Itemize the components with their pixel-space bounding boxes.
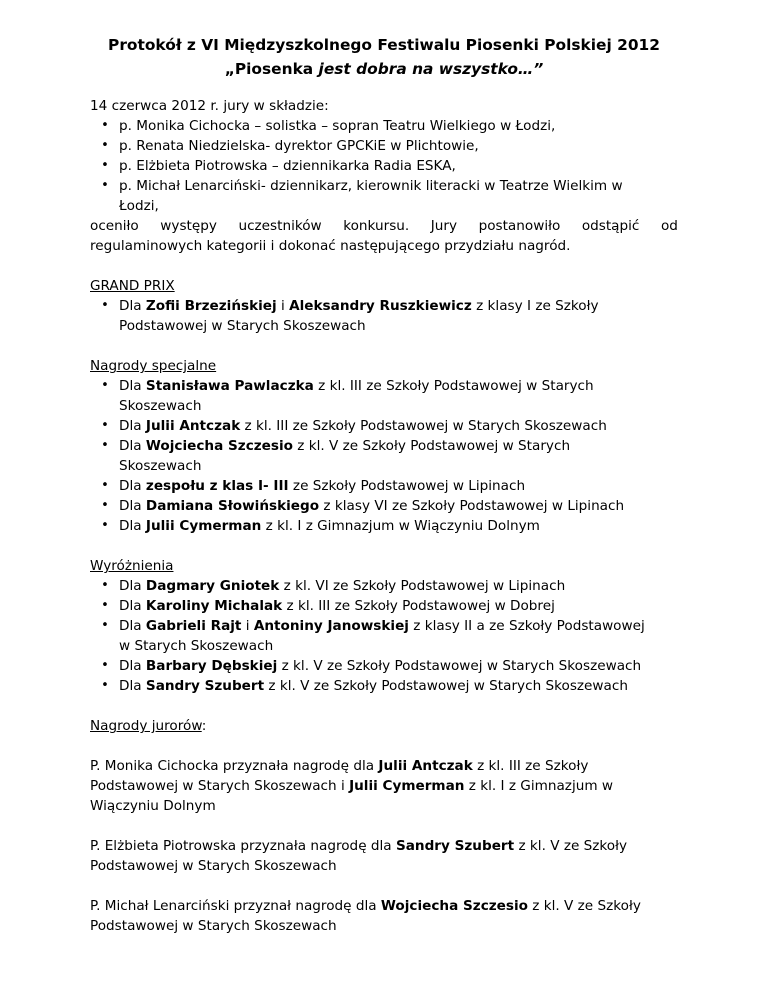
document-subtitle: „Piosenka jest dobra na wszystko…”: [224, 60, 544, 78]
distinction-item: Dla Karoliny Michalak z kl. III ze Szkoły Podstawowej w Dobrej: [119, 598, 555, 614]
juror-award-paragraph: P. Elżbieta Piotrowska przyznała nagrodę dla Sandry Szubert z kl. V ze Szkoły: [90, 838, 628, 854]
juror-award-paragraph: Podstawowej w Starych Skoszewach: [90, 918, 337, 934]
juror-award-paragraph: Wiączyniu Dolnym: [90, 798, 216, 814]
bullet: •: [101, 298, 109, 313]
grand-prix-winner: Dla Zofii Brzezińskiej i Aleksandry Ruszkiewicz z klasy I ze Szkoły: [119, 298, 599, 314]
special-awards-heading: Nagrody specjalne: [90, 358, 217, 374]
distinctions-heading: Wyróżnienia: [90, 558, 174, 574]
juror-award-paragraph: P. Monika Cichocka przyznała nagrodę dla Julii Antczak z kl. III ze Szkoły: [90, 758, 589, 774]
special-award-item: Dla Stanisława Pawlaczka z kl. III ze Szkoły Podstawowej w Starych: [119, 378, 594, 394]
juror-award-paragraph: P. Michał Lenarciński przyznał nagrodę dla Wojciecha Szczesio z kl. V ze Szkoły: [90, 898, 641, 914]
bullet: •: [101, 518, 109, 533]
bullet: •: [101, 118, 109, 133]
document-title: Protokół z VI Międzyszkolnego Festiwalu Piosenki Polskiej 2012: [108, 36, 660, 54]
juror-award-paragraph: Podstawowej w Starych Skoszewach i Julii Cymerman z kl. I z Gimnazjum w: [90, 778, 614, 794]
distinction-item-cont: w Starych Skoszewach: [119, 638, 274, 654]
bullet: •: [101, 658, 109, 673]
special-award-item: Dla Damiana Słowińskiego z klasy VI ze Szkoły Podstawowej w Lipinach: [119, 498, 625, 514]
jurors-awards-heading: Nagrody jurorów:: [90, 718, 207, 734]
distinction-item: Dla Barbary Dębskiej z kl. V ze Szkoły Podstawowej w Starych Skoszewach: [119, 658, 642, 674]
bullet: •: [101, 178, 109, 193]
intro-last-line: regulaminowych kategorii i dokonać następującego przydziału nagród.: [90, 238, 571, 254]
grand-prix-heading: GRAND PRIX: [90, 278, 175, 294]
special-award-item: Dla Wojciecha Szczesio z kl. V ze Szkoły Podstawowej w Starych: [119, 438, 571, 454]
bullet: •: [101, 438, 109, 453]
bullet: •: [101, 478, 109, 493]
special-award-item-cont: Skoszewach: [119, 458, 202, 474]
grand-prix-winner-cont: Podstawowej w Starych Skoszewach: [119, 318, 366, 334]
special-award-item-cont: Skoszewach: [119, 398, 202, 414]
bullet: •: [101, 418, 109, 433]
jury-member-cont: Łodzi,: [119, 198, 159, 214]
bullet: •: [101, 598, 109, 613]
bullet: •: [101, 578, 109, 593]
special-award-item: Dla zespołu z klas I- III ze Szkoły Podstawowej w Lipinach: [119, 478, 526, 494]
justified-line: oceniło występy uczestników konkursu. Jury postanowiło odstąpić od: [90, 218, 678, 234]
distinction-item: Dla Dagmary Gniotek z kl. VI ze Szkoły Podstawowej w Lipinach: [119, 578, 566, 594]
bullet: •: [101, 138, 109, 153]
bullet: •: [101, 378, 109, 393]
bullet: •: [101, 678, 109, 693]
jury-member: p. Elżbieta Piotrowska – dziennikarka Radia ESKA,: [119, 158, 456, 174]
jury-member: p. Michał Lenarciński- dziennikarz, kierownik literacki w Teatrze Wielkim w: [119, 178, 623, 194]
bullet: •: [101, 158, 109, 173]
bullet: •: [101, 618, 109, 633]
bullet: •: [101, 498, 109, 513]
date-line: 14 czerwca 2012 r. jury w składzie:: [90, 98, 329, 114]
special-award-item: Dla Julii Cymerman z kl. I z Gimnazjum w Wiączyniu Dolnym: [119, 518, 540, 534]
juror-award-paragraph: Podstawowej w Starych Skoszewach: [90, 858, 337, 874]
distinction-item: Dla Sandry Szubert z kl. V ze Szkoły Podstawowej w Starych Skoszewach: [119, 678, 628, 694]
special-award-item: Dla Julii Antczak z kl. III ze Szkoły Podstawowej w Starych Skoszewach: [119, 418, 607, 434]
jury-member: p. Renata Niedzielska- dyrektor GPCKiE w Plichtowie,: [119, 138, 479, 154]
distinction-item: Dla Gabrieli Rajt i Antoniny Janowskiej z klasy II a ze Szkoły Podstawowej: [119, 618, 645, 634]
jury-member: p. Monika Cichocka – solistka – sopran Teatru Wielkiego w Łodzi,: [119, 118, 556, 134]
